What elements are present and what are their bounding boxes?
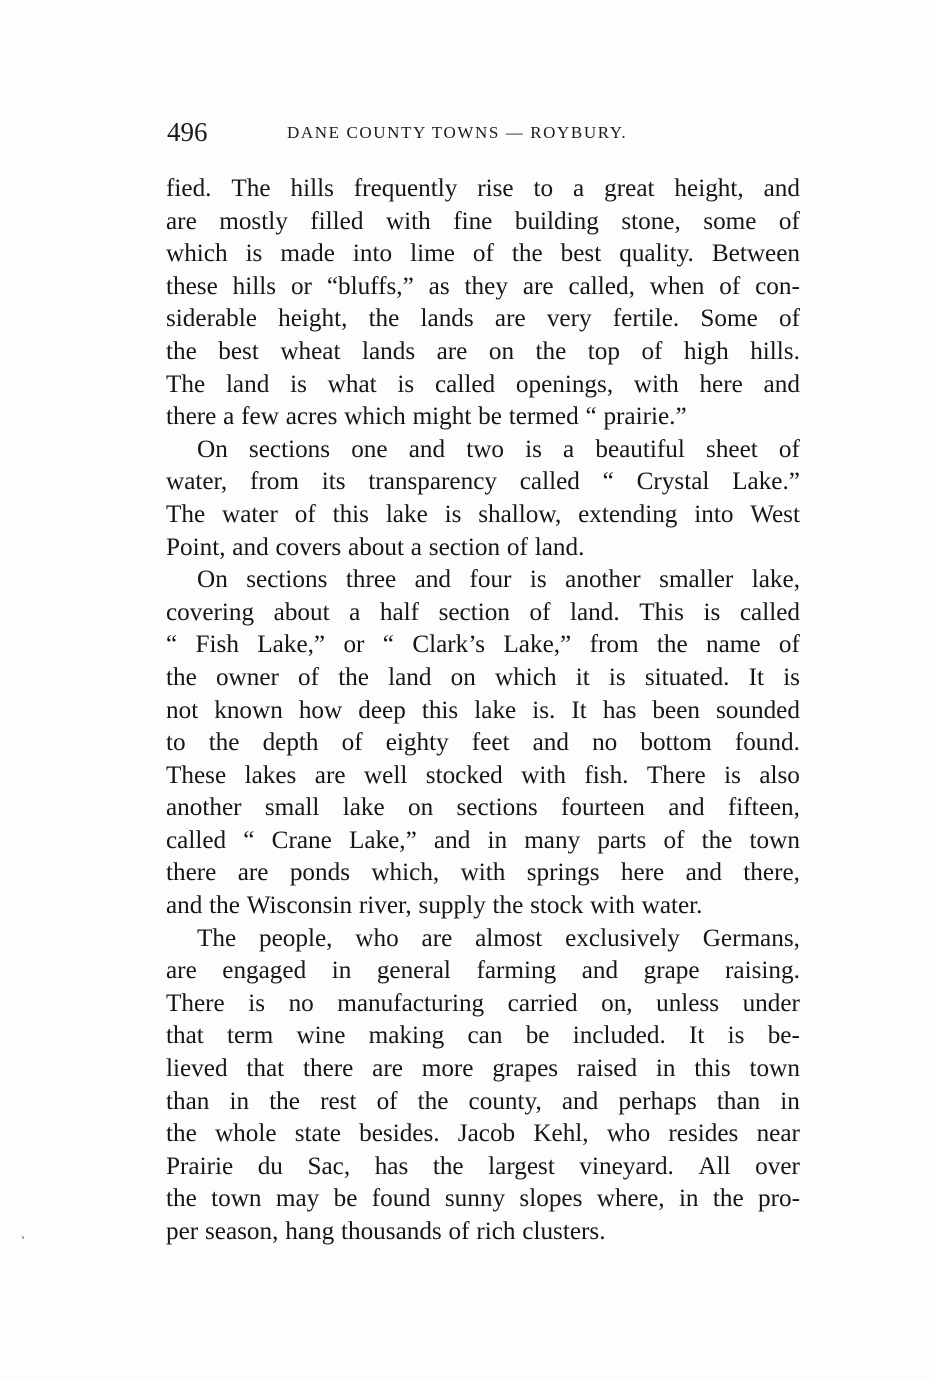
- text-line: these hills or “bluffs,” as they are called, when of con-: [166, 272, 800, 300]
- text-line: which is made into lime of the best quality. Between: [166, 240, 800, 268]
- text-line: “ Fish Lake,” or “ Clark’s Lake,” from the name of: [166, 631, 800, 659]
- paragraph: [166, 564, 800, 923]
- running-head: DANE COUNTY TOWNS — ROYBURY.: [287, 123, 628, 142]
- text-line: are engaged in general farming and grape raising.: [166, 957, 800, 985]
- text-line: water, from its transparency called “ Crystal Lake.”: [166, 468, 800, 496]
- text-line: are mostly filled with fine building stone, some of: [166, 207, 800, 235]
- text-line: On sections three and four is another smaller lake,: [197, 566, 800, 594]
- text-line: fied. The hills frequently rise to a great height, and: [166, 175, 800, 202]
- text-line: called “ Crane Lake,” and in many parts of the town: [166, 826, 800, 854]
- text-line: covering about a half section of land. This is called: [166, 598, 800, 626]
- text-line: These lakes are well stocked with fish. There is also: [166, 761, 800, 789]
- text-line: and the Wisconsin river, supply the stock with water.: [166, 892, 703, 920]
- text-line: the best wheat lands are on the top of high hills.: [166, 337, 800, 365]
- paragraph: [166, 173, 800, 434]
- stray-ink-mark: [22, 1236, 24, 1239]
- text-line: to the depth of eighty feet and no bottom found.: [166, 729, 800, 757]
- text-line: not known how deep this lake is. It has been sounded: [166, 696, 800, 724]
- text-line: than in the rest of the county, and perhaps than in: [166, 1087, 800, 1115]
- text-line: the town may be found sunny slopes where, in the pro-: [166, 1185, 800, 1213]
- text-line: siderable height, the lands are very fertile. Some of: [166, 305, 800, 333]
- text-line: On sections one and two is a beautiful sheet of: [197, 435, 800, 463]
- text-line: another small lake on sections fourteen and fifteen,: [166, 794, 800, 822]
- text-line: The land is what is called openings, with here and: [166, 370, 800, 398]
- text-line: that term wine making can be included. It is be-: [166, 1022, 800, 1050]
- text-line: per season, hang thousands of rich clusters.: [166, 1218, 606, 1245]
- paragraph: [166, 923, 800, 1249]
- page-number: 496: [167, 117, 208, 147]
- text-line: there a few acres which might be termed “ prairie.”: [166, 403, 687, 431]
- text-line: The water of this lake is shallow, extending into West: [166, 500, 800, 528]
- paragraph: [166, 434, 800, 564]
- text-line: the whole state besides. Jacob Kehl, who resides near: [166, 1120, 800, 1148]
- text-line: there are ponds which, with springs here and there,: [166, 859, 800, 887]
- text-line: The people, who are almost exclusively Germans,: [197, 924, 800, 952]
- text-line: Prairie du Sac, has the largest vineyard. All over: [166, 1152, 800, 1180]
- text-line: Point, and covers about a section of land.: [166, 533, 585, 561]
- text-line: There is no manufacturing carried on, unless under: [166, 989, 800, 1017]
- text-line: the owner of the land on which it is situated. It is: [166, 663, 800, 691]
- body-text: [166, 173, 800, 1249]
- text-line: lieved that there are more grapes raised in this town: [166, 1055, 800, 1083]
- page-header: [167, 112, 687, 152]
